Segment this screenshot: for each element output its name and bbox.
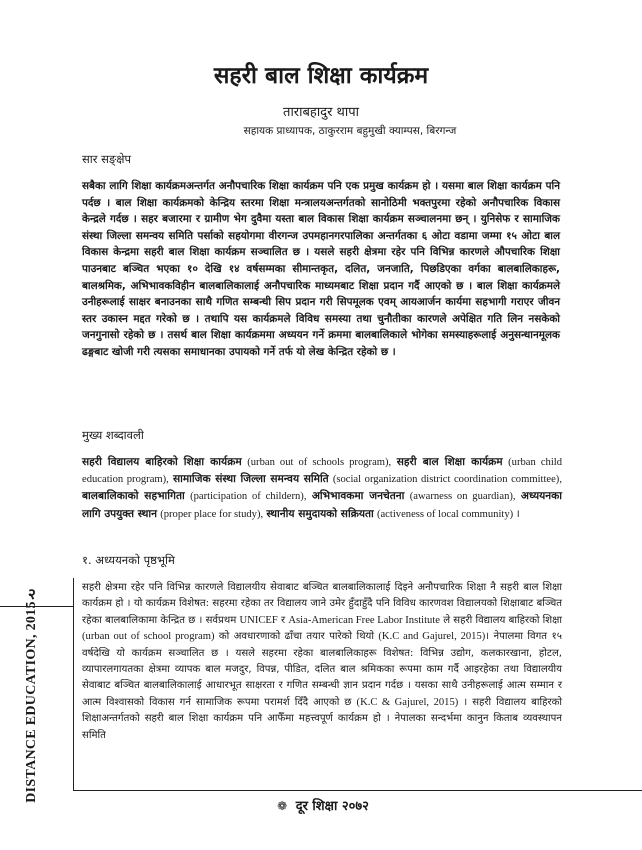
- body-text: को अवधारणाको ढाँचा तयार पारेको थियो: [214, 631, 379, 643]
- page-number: २: [28, 585, 36, 603]
- article-title: सहरी बाल शिक्षा कार्यक्रम: [213, 63, 429, 89]
- keyword-en: (urban child education program),: [82, 457, 563, 486]
- keywords-heading: मुख्य शब्दावली: [82, 428, 144, 442]
- body-text: ले सहरी विद्यालय बाहिरको शिक्षा: [439, 614, 563, 626]
- footer: [0, 796, 642, 814]
- footer-journal-title: दूर शिक्षा २०७२: [295, 799, 369, 814]
- body-text-en: UNICEF: [239, 614, 278, 626]
- keyword-en: (proper place for study),: [160, 508, 264, 520]
- body-text: र: [277, 614, 289, 626]
- abstract-heading: सार सङ्क्षेप: [82, 152, 131, 166]
- body-text-en: Asia-American Free Labor Institute: [288, 614, 440, 626]
- margin-vertical-rule: [73, 578, 74, 790]
- flower-ornament-icon: ❁: [277, 799, 288, 813]
- abstract-text: सबैका लागि शिक्षा कार्यक्रमअन्तर्गत अनौपचारिक शिक्षा कार्यक्रम पनि एक प्रमुख कार्यक्रम हो । यसमा बाल शिक्षा कार्यक्रम पनि पर्दछ । बाल शिक्षा कार्यक्रमको केन्द्रिय स्तरमा शिक्षा मन्त्रालयअन्तर्गतको सानोठिमी भक्तपुरमा रहेको अनौपचारिक विकास केन्द्रले गर्दछ । सहर बजारमा र ग्रामीण भेग दुवैमा यस्ता बाल विकास शिक्षा कार्यक्रम सञ्चालनमा छन् । युनिसेफ र सामाजिक संस्था जिल्ला समन्वय समिति पर्साको सहयोगमा वीरगन्ज उपमहानगरपालिका अन्तर्गतका ६ ओटा वडामा जम्मा १५ ओटा बाल विकास केन्द्रमा सहरी बाल शिक्षा कार्यक्रम सञ्चालित छ । यसले सहरी क्षेत्रमा रहेर पनि विभिन्न कारणले औपचारिक शिक्षा पाउनबाट बञ्चित भएका १० देखि १४ वर्षसम्मका सीमान्तकृत, दलित, जनजाति, पिछडिएका वर्गका बालबालिकाहरू, बालश्रमिक, अभिभावकविहीन बालबालिकालाई अनौपचारिक माध्यमबाट शिक्षा प्रदान गर्दै आएको छ । बाल शिक्षा कार्यक्रमले उनीहरूलाई साक्षर बनाउनका साथै गणित सम्बन्धी सिप प्रदान गरी सिपमूलक एवम् आयआर्जन कार्यमा सहभागी गराएर जीवन स्तर उकास्न मद्दत गरेको छ । तथापि यस कार्यक्रमले विविध समस्या तथा चुनौतीका कारणले अपेक्षित गति लिन नसकेको जनगुनासो रहेको छ । तसर्थ बाल शिक्षा कार्यक्रममा अध्ययन गर्ने क्रममा बालबालिकाले भोगेका समस्याहरूलाई अनुसन्धानमूलक ढङ्गबाट खोजी गरी त्यसका समाधानका उपायको गर्ने तर्फ यो लेख केन्द्रित रहेको छ ।: [82, 180, 560, 358]
- footer-rule: [73, 790, 642, 791]
- keywords-list: [82, 454, 562, 523]
- body-text: सहरी क्षेत्रमा रहेर पनि विभिन्न कारणले विद्यालयीय सेवाबाट बञ्चित बालबालिकालाई दिइने अनौपचारिक शिक्षा नै सहरी बाल शिक्षा कार्यक्रम हो । यो कार्यक्रम विशेषत: सहरमा रहेका तर विद्यालय जाने उमेर हुँदाहुँदै पनि विविध कारणवश विद्यालयको शिक्षाबाट बञ्चित रहेका बालबालिकामा केन्द्रित छ । सर्वप्रथम: [82, 582, 562, 626]
- body-text: । सहरी विद्यालय बाहिरको शिक्षाअन्तर्गतको सहरी बाल शिक्षा कार्यक्रम पनि आफैँमा महत्त्वपूर्ण कार्यक्रम हो । नेपालका सन्दर्भमा कानुन किताब व्यवस्थापन समिति: [82, 696, 562, 741]
- keyword-np: स्थानीय समुदायको सक्रियता: [266, 507, 374, 520]
- keyword-np: सामाजिक संस्था जिल्ला समन्वय समिति: [172, 473, 329, 486]
- keyword-np: अध्ययनका लागि उपयुक्त स्थान: [82, 490, 563, 520]
- keyword-en: (social organization district coordination committee),: [332, 474, 562, 486]
- citation: (K.C & Gajurel, 2015): [356, 696, 459, 708]
- keyword-np: सहरी बाल शिक्षा कार्यक्रम: [396, 456, 503, 468]
- author-name: ताराबहादुर थापा: [283, 105, 359, 120]
- body-text-en: (urban out of school program): [82, 631, 215, 643]
- keyword-np: सहरी विद्यालय बाहिरको शिक्षा कार्यक्रम: [82, 456, 242, 468]
- author-affiliation: सहायक प्राध्यापक, ठाकुरराम बहुमुखी क्याम्पस, बिरगन्ज: [243, 125, 457, 137]
- citation: (K.C and Gajurel, 2015): [378, 631, 486, 643]
- keyword-en: (participation of childern),: [190, 491, 307, 503]
- keyword-en: (activeness of local community) ।: [376, 508, 520, 520]
- keyword-np: बालबालिकाको सहभागिता: [82, 490, 185, 503]
- journal-name-vertical: [20, 601, 44, 803]
- keyword-en: (awarness on guardian),: [409, 491, 516, 503]
- keyword-en: (urban out of schools program),: [247, 457, 392, 468]
- section-heading: १. अध्ययनको पृष्ठभूमि: [82, 553, 175, 567]
- keyword-np: अभिभावकमा जनचेतना: [311, 490, 405, 503]
- journal-name-text: DISTANCE EDUCATION, 2015: [24, 601, 40, 803]
- body-text: । नेपालमा विगत १५ वर्षदेखि यो कार्यक्रम सञ्चालित छ । यसले सहरमा रहेका बालबालिकाहरू विशेषत: विभिन्न उद्योग, कलकारखाना, होटल, व्यापारलगायतका क्षेत्रमा व्यापक बाल मजदुर, विपन्न, पीडित, दलित बाल श्रमिकका रूपमा काम गर्दै आइरहेका तथा विद्यालयीय सेवाबाट बञ्चित बालबालिकालाई आधारभूत साक्षरता र गणित सम्बन्धी ज्ञान प्रदान गर्दछ । यसका साथै उनीहरूलाई आत्म सम्मान र आत्म विश्वासको विकास गर्न सामाजिक रूपमा परामर्श दिँदै आएको छ: [82, 631, 562, 708]
- section-body: [82, 580, 562, 744]
